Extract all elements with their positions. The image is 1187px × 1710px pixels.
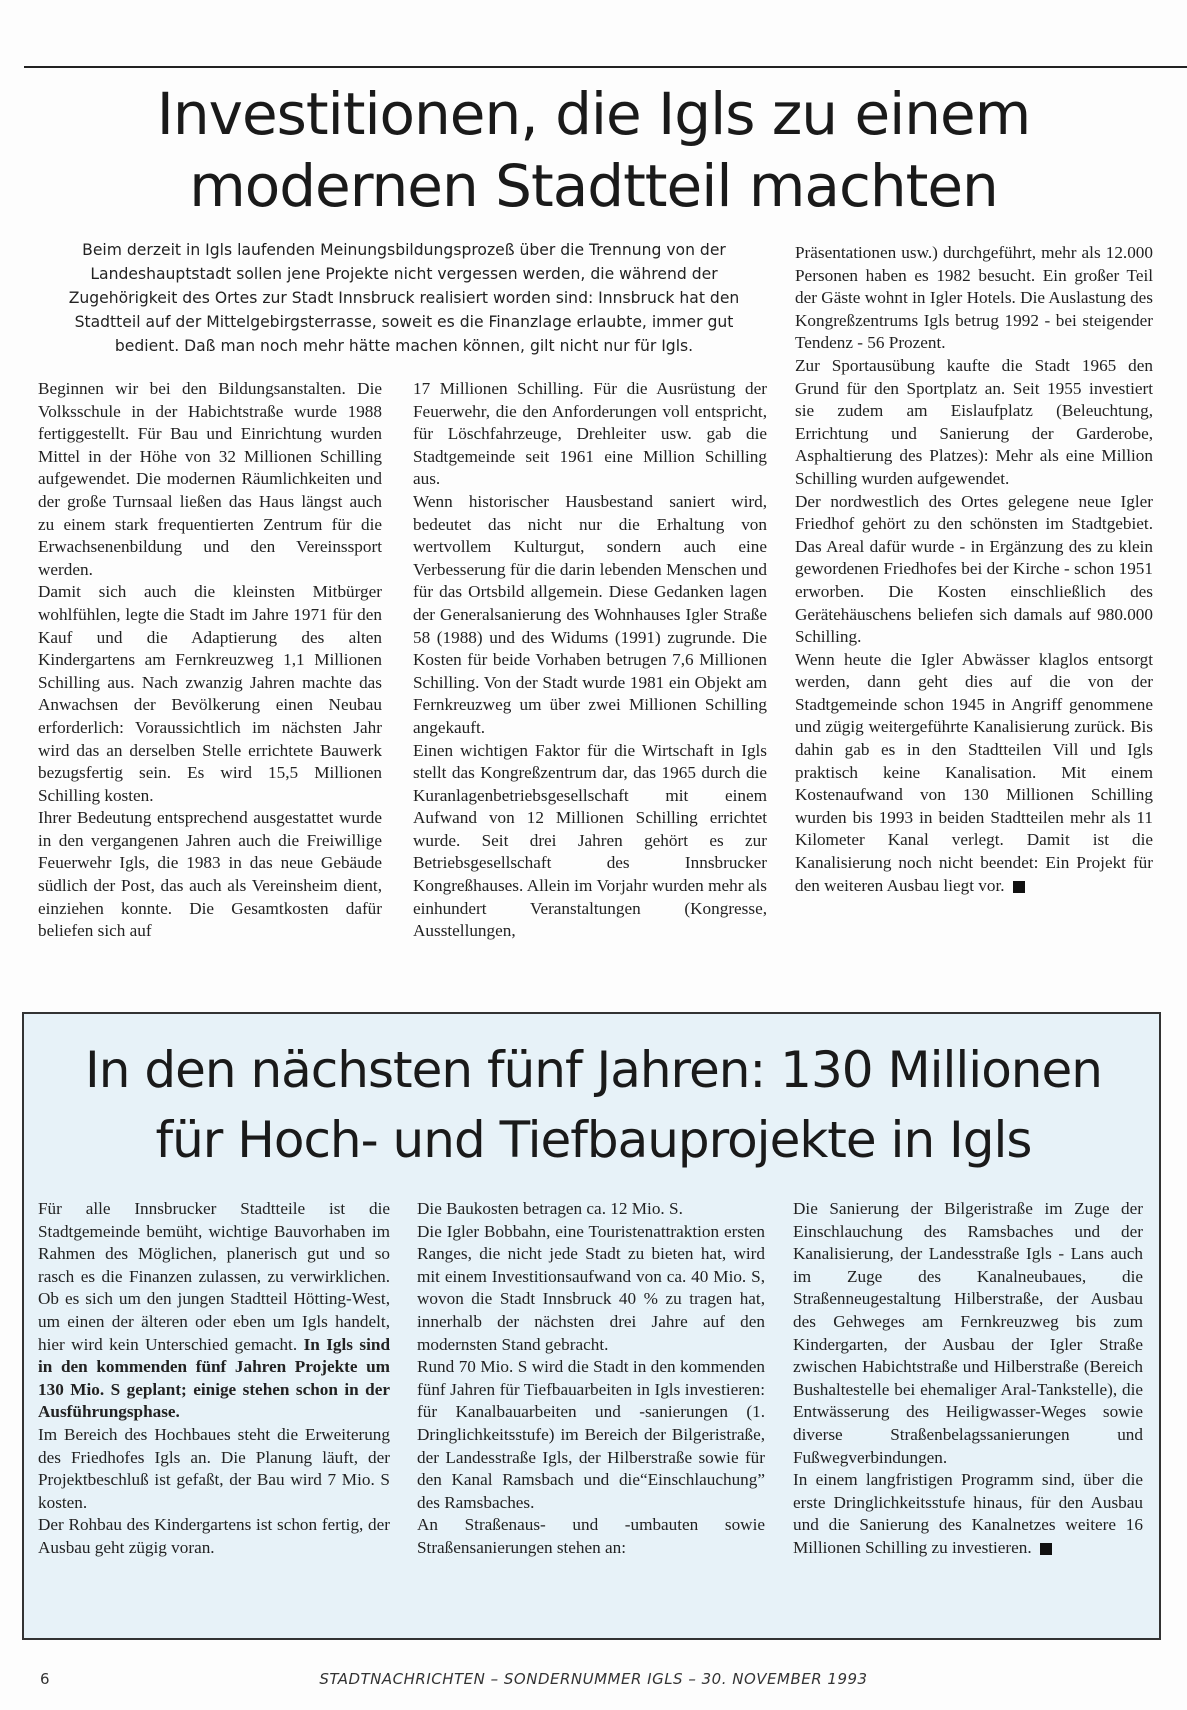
paragraph: Rund 70 Mio. S wird die Stadt in den kommenden fünf Jahren für Tiefbauarbeiten in Igls investieren: für Kanalbauarbeiten und -sanierungen (1. Dringlichkeitsstufe) im Bereich der Bilgeristraße, der Landesstraße Igls, der Hilberstraße sowie für den Kanal Ramsbach und die“Einschlauchung” des Ramsbaches. <box>417 1357 765 1512</box>
paragraph: Die Baukosten betragen ca. 12 Mio. S. <box>417 1199 683 1218</box>
paragraph: Damit sich auch die kleinsten Mitbürger wohlfühlen, legte die Stadt im Jahre 1971 für den Kauf und die Adaptierung des alten Kindergartens am Fernkreuzweg 1,1 Millionen Schilling aus. Nach zwanzig Jahren machte das Anwachsen der Bevölkerung einen Neubau erforderlich: Voraussichtlich im nächsten Jahr wird das an derselben Stelle errichtete Bauwerk bezugsfertig sein. Es wird 15,5 Millionen Schilling kosten. <box>38 582 382 805</box>
emphasized-text: In Igls sind in den kommenden fünf Jahren Projekte um 130 Mio. S geplant; einige stehen schon in der Ausführungsphase. <box>38 1334 391 1422</box>
article-title-line-2: modernen Stadtteil machten <box>189 152 998 220</box>
end-of-box-mark <box>1040 1543 1052 1555</box>
paragraph: Zur Sportausübung kaufte die Stadt 1965 den Grund für den Sportplatz an. Seit 1955 investiert sie zudem am Eislaufplatz (Beleuchtung, Errichtung und Sanierung der Garderobe, Asphaltierung des Platzes): Mehr als eine Million Schilling wurden aufgewendet. <box>795 355 1153 488</box>
box-title-line-1: In den nächsten fünf Jahren: 130 Millionen <box>85 1041 1102 1099</box>
paragraph: Der nordwestlich des Ortes gelegene neue Igler Friedhof gehört zu den schönsten im Stadtgebiet. Das Areal dafür wurde - in Ergänzung des zu klein gewordenen Friedhofes bei der Kirche - schon 1951 erworben. Die Kosten einschließlich des Gerätehäuschens beliefen sich damals auf 980.000 Schilling. <box>795 491 1153 647</box>
paragraph: Wenn historischer Hausbestand saniert wird, bedeutet das nicht nur die Erhaltung von wertvollem Kulturgut, sondern auch eine Verbesserung für die darin lebenden Menschen und für das Ortsbild allgemein. Diese Gedanken lagen der Generalsanierung des Wohnhauses Igler Straße 58 (1988) und des Widums (1991) zugrunde. Die Kosten für beide Vorhaben betrugen 7,6 Millionen Schilling. Von der Stadt wurde 1981 ein Objekt am Fernkreuzweg um über zwei Millionen Schilling angekauft. <box>413 491 767 737</box>
paragraph: Die Igler Bobbahn, eine Touristenattraktion ersten Ranges, die nicht jede Stadt zu bieten hat, wird mit einem Investitionsaufwand von ca. 40 Mio. S, wovon die Stadt Innsbruck 40 % zu tragen hat, innerhalb der nächsten drei Jahre auf den modernsten Stand gebracht. <box>417 1221 765 1354</box>
article-title-line-1: Investitionen, die Igls zu einem <box>156 80 1031 148</box>
paragraph: Präsentationen usw.) durchgeführt, mehr als 12.000 Personen haben es 1982 besucht. Ein großer Teil der Gäste wohnt in Igler Hotels. Die Auslastung des Kongreßzentrums Igls betrug 1992 - bei steigender Tendenz - 56 Prozent. <box>795 243 1153 353</box>
paragraph: Der Rohbau des Kindergartens ist schon fertig, der Ausbau geht zügig voran. <box>38 1515 390 1557</box>
article-column-3 <box>795 242 1153 897</box>
page-number: 6 <box>40 1670 50 1688</box>
paragraph: 17 Millionen Schilling. Für die Ausrüstung der Feuerwehr, die den Anforderungen voll entspricht, für Löschfahrzeuge, Drehleiter usw. gab die Stadtgemeinde seit 1961 eine Million Schilling aus. <box>413 379 767 489</box>
paragraph: Beginnen wir bei den Bildungsanstalten. Die Volksschule in der Habichtstraße wurde 1988 fertiggestellt. Für Bau und Einrichtung wurden Mittel in der Höhe von 32 Millionen Schilling aufgewendet. Die modernen Räumlichkeiten und der große Turnsaal ließen das Haus längst auch zu einem stark frequentierten Zentrum für die Erwachsenenbildung und den Vereinssport werden. <box>38 379 382 579</box>
article-lead: Beim derzeit in Igls laufenden Meinungsbildungsprozeß über die Trennung von der Landeshauptstadt sollen jene Projekte nicht vergessen werden, die während der Zugehörigkeit des Ortes zur Stadt Innsbruck realisiert worden sind: Innsbruck hat den Stadtteil auf der Mittelgebirgsterrasse, soweit es die Finanzlage erlaubte, immer gut bedient. Daß man noch mehr hätte machen können, gilt nicht nur für Igls. <box>68 241 740 355</box>
paragraph-last <box>795 649 1153 898</box>
box-column-2 <box>417 1198 765 1560</box>
box-column-1 <box>38 1198 390 1560</box>
paragraph-last <box>793 1469 1143 1559</box>
paragraph: Einen wichtigen Faktor für die Wirtschaft in Igls stellt das Kongreßzentrum dar, das 1965 durch die Kuranlagenbetriebsgesellschaft mit einem Aufwand von 12 Millionen Schilling errichtet wurde. Seit drei Jahren gehört es zur Betriebsgesellschaft des Innsbrucker Kongreßhauses. Allein im Vorjahr wurden mehr als einhundert Veranstaltungen (Kongresse, Ausstellungen, <box>413 740 767 941</box>
paragraph: Im Bereich des Hochbaues steht die Erweiterung des Friedhofes Igls an. Die Planung läuft, der Projektbeschluß ist gefaßt, der Bau wird 7 Mio. S kosten. <box>38 1424 390 1512</box>
paragraph-text: Wenn heute die Igler Abwässer klaglos entsorgt werden, dann geht dies auf die von der Stadtgemeinde schon 1945 in Angriff genommene und zügig weitergeführte Kanalisierung zurück. Bis dahin gab es in den Stadtteilen Vill und Igls praktisch keine Kanalisation. Mit einem Kostenaufwand von 130 Millionen Schilling wurden bis 1993 in beiden Stadtteilen mehr als 11 Kilometer Kanal verlegt. Damit ist die Kanalisierung noch nicht beendet: Ein Projekt für den weiteren Ausbau liegt vor. <box>795 649 1153 895</box>
box-column-3 <box>793 1198 1143 1560</box>
paragraph: Ihrer Bedeutung entsprechend ausgestattet wurde in den vergangenen Jahren auch die Freiwillige Feuerwehr Igls, die 1983 in das neue Gebäude südlich der Post, das auch als Vereinsheim dient, einziehen konnte. Die Gesamtkosten dafür beliefen sich auf <box>38 808 382 941</box>
paragraph <box>38 1198 390 1424</box>
paragraph-text: In einem langfristigen Programm sind, über die erste Dringlichkeitsstufe hinaus, für den Ausbau und die Sanierung des Kanalnetzes weitere 16 Millionen Schilling zu investieren. <box>793 1470 1143 1557</box>
paragraph: Die Sanierung der Bilgeristraße im Zuge der Einschlauchung des Ramsbaches und der Kanalisierung, der Landesstraße Igls - Lans auch im Zuge des Kanalneubaues, die Straßenneugestaltung Hilberstraße, der Ausbau des Gehweges am Fernkreuzweg bis zum Kindergarten, der Ausbau der Igler Straße zwischen Habichtstraße und Hilberstraße (Bereich Bushaltestelle bei ehemaliger Aral-Tankstelle), die Entwässerung des Heiligwasser-Weges sowie diverse Straßenbelagssanierungen und Fußwegverbindungen. <box>793 1199 1143 1467</box>
publication-footer-title: STADTNACHRICHTEN – SONDERNUMMER IGLS – 30. NOVEMBER 1993 <box>319 1670 868 1688</box>
top-rule <box>24 66 1187 68</box>
page-footer <box>0 1670 1187 1694</box>
end-of-article-mark <box>1013 881 1025 893</box>
box-title-line-2: für Hoch- und Tiefbauprojekte in Igls <box>155 1111 1032 1169</box>
article-column-2 <box>413 378 767 943</box>
paragraph-text: Für alle Innsbrucker Stadtteile ist die Stadtgemeinde bemüht, wichtige Bauvorhaben im Rahmen des Möglichen, planerisch gut und so rasch es die Finanzen zulassen, zu verwirklichen. Ob es sich um den jungen Stadtteil Hötting-West, um einen der älteren oder eben um Igls handelt, hier wird kein Unterschied gemacht. <box>38 1199 390 1354</box>
article-column-1 <box>38 378 382 943</box>
paragraph: An Straßenaus- und -umbauten sowie Straßensanierungen stehen an: <box>417 1515 765 1557</box>
